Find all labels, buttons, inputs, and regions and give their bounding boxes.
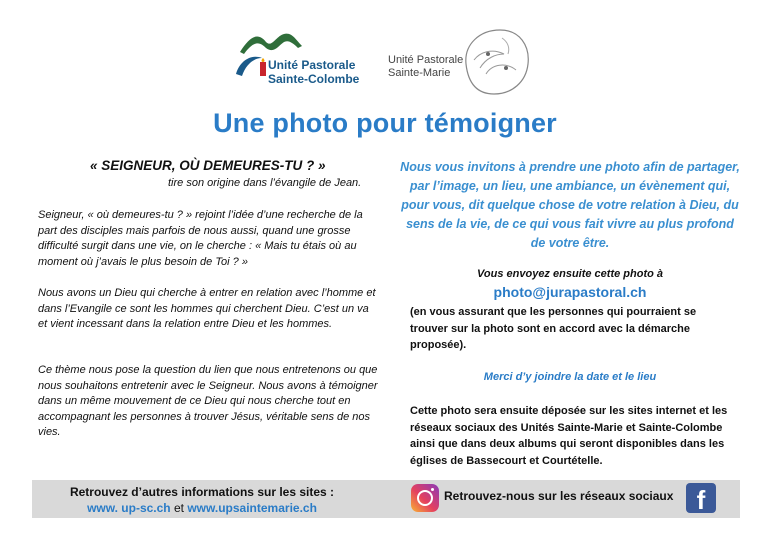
sainte-marie-emblem-icon (456, 24, 536, 100)
footer-and: et (170, 501, 188, 515)
send-instruction: Vous envoyez ensuite cette photo à (476, 268, 664, 280)
instagram-icon[interactable] (411, 484, 439, 512)
left-subheading: tire son origine dans l’évangile de Jean. (168, 177, 362, 189)
facebook-icon[interactable]: f (686, 483, 716, 513)
logo-right-line2: Sainte-Marie (388, 67, 451, 79)
logo-left-line1: Unité Pastorale (268, 58, 356, 72)
consent-note: (en vous assurant que les personnes qui pourraient se trouver sur la photo sont en accord avec la démarche proposée). (410, 306, 697, 351)
logo-left-line2: Sainte-Colombe (268, 72, 360, 86)
logo-sainte-marie-text (388, 54, 463, 80)
logo-sainte-colombe (232, 30, 362, 94)
footer-sites (32, 484, 372, 516)
merci-line: Merci d’y joindre la date et le lieu (483, 371, 657, 383)
footer-social-text: Retrouvez-nous sur les réseaux sociaux (444, 489, 674, 503)
site-link-up-sc[interactable]: www. up-sc.ch (87, 501, 171, 515)
page-title: Une photo pour témoigner (213, 108, 557, 138)
footer-sites-title: Retrouvez d’autres informations sur les sites : (69, 485, 335, 499)
left-paragraph-1: Seigneur, « où demeures-tu ? » rejoint l’idée d’une recherche de la part des disciples mais parfois de nous aussi, quand une grosse difficulté surgit dans une vie, on le cherche : « Mais tu étais où au moment où j’avais le plus besoin de Toi ? » (38, 209, 363, 268)
site-link-upsaintemarie[interactable]: www.upsaintemarie.ch (187, 501, 317, 515)
right-intro: Nous vous invitons à prendre une photo afin de partager, par l’image, un lieu, une ambiance, un évènement qui, pour vous, dit quelque chose de votre relation à Dieu, du sens de la vie, de ce qui vous fait vivre au plus profond de votre être. (400, 160, 740, 250)
left-heading: « SEIGNEUR, OÙ DEMEURES-TU ? » (90, 158, 326, 173)
final-paragraph: Cette photo sera ensuite déposée sur les sites internet et les réseaux sociaux des Unités Sainte-Marie et Sainte-Colombe ainsi que dans deux albums qui seront disponibles dans les églises de Bassecourt et Courtételle. (410, 405, 728, 467)
left-paragraph-2: Nous avons un Dieu qui cherche à entrer en relation avec l’homme et dans l’Evangile ce sont les hommes qui cherchent Dieu. C’est un va et vient incessant dans la relation entre Dieu et les hommes. (38, 287, 376, 331)
logo-right-line1: Unité Pastorale (388, 54, 464, 66)
left-paragraph-3: Ce thème nous pose la question du lien que nous entretenons ou que nous souhaitons entretenir avec le Seigneur. Nous avons à témoigner dans un même mouvement de ce Dieu qui nous cherche tout en accompagnant les personnes à trouver Jésus, véritable sens de nos vies. (38, 364, 378, 439)
email-link[interactable]: photo@jurapastoral.ch (493, 284, 647, 300)
